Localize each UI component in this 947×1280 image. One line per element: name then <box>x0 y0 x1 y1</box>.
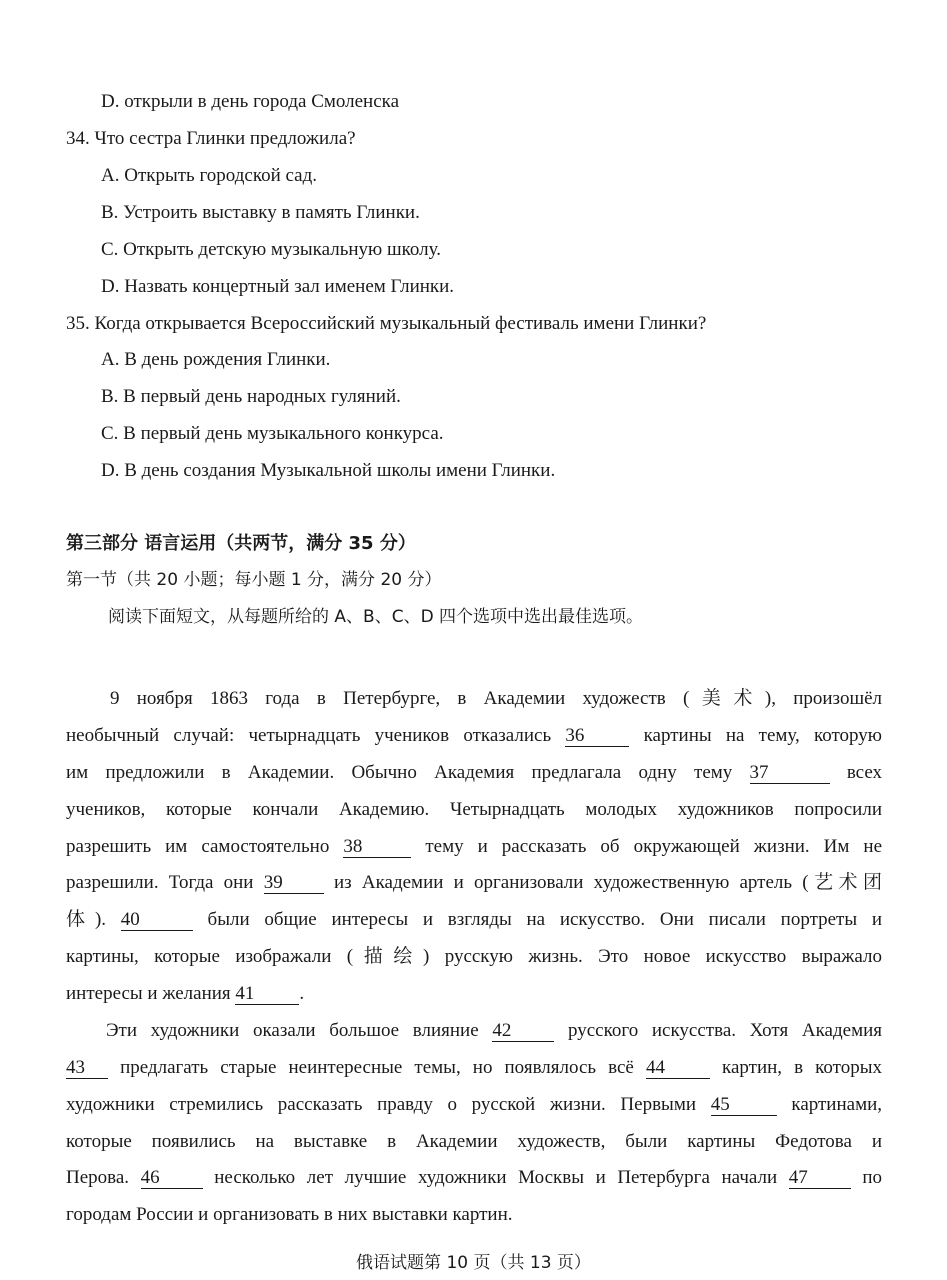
q34-option-c: C. Открыть детскую музыкальную школу. <box>101 239 441 260</box>
passage-p1-line8: картины, которые изображали (描绘) русскую жизнь. Это новое искусство выражало <box>66 946 882 967</box>
q34-option-d: D. Назвать концертный зал именем Глинки. <box>101 276 455 297</box>
passage-p1-line6 <box>66 864 882 901</box>
passage-p1-line4: учеников, которые кончали Академию. Четырнадцать молодых художников попросили <box>66 799 882 820</box>
text-segment: всех <box>846 762 883 783</box>
passage-p1-line5 <box>66 828 882 865</box>
blank-43: 43 <box>66 1058 108 1079</box>
passage-p1-line7 <box>66 901 882 938</box>
text-segment: 体). <box>66 909 107 930</box>
page-footer: 俄语试题第 10 页（共 13 页） <box>356 1253 591 1273</box>
text-segment: разрешили. Тогда они <box>66 872 254 893</box>
blank-39: 39 <box>264 873 324 894</box>
blank-37: 37 <box>750 763 830 784</box>
text-segment: были общие интересы и взгляды на искусство. Они писали портреты и <box>207 909 883 930</box>
blank-40: 40 <box>121 910 193 931</box>
blank-41: 41 <box>235 984 299 1005</box>
text-segment: Перова. <box>66 1167 130 1188</box>
q34-question: 34. Что сестра Глинки предложила? <box>66 128 356 149</box>
instruction-text: 阅读下面短文，从每题所给的 A、B、C、D 四个选项中选出最佳选项。 <box>108 607 644 627</box>
text-segment: тему и рассказать об окружающей жизни. Им не <box>425 836 883 857</box>
text-segment: им предложили в Академии. Обычно Академия предлагала одну тему <box>66 762 733 783</box>
section-title: 第三部分 语言运用（共两节，满分 35 分） <box>66 533 416 554</box>
passage-p1-line1: 9 ноября 1863 года в Петербурге, в Академии художеств (美术), произошёл <box>110 688 882 709</box>
passage-p1-line2 <box>66 717 882 754</box>
text-segment: несколько лет лучшие художники Москвы и Петербурга начали <box>214 1167 778 1188</box>
q35-option-d: D. В день создания Музыкальной школы имени Глинки. <box>101 460 556 481</box>
q35-option-b: B. В первый день народных гуляний. <box>101 386 401 407</box>
text-segment: . <box>299 983 305 1004</box>
passage-p1-line9 <box>66 975 882 1012</box>
passage-p2-line6: городам России и организовать в них выставки картин. <box>66 1204 513 1225</box>
blank-42: 42 <box>492 1021 554 1042</box>
blank-44: 44 <box>646 1058 710 1079</box>
passage-p2-line5 <box>66 1159 882 1196</box>
passage-p1-line3 <box>66 754 882 791</box>
q34-option-b: B. Устроить выставку в память Глинки. <box>101 202 420 223</box>
blank-36: 36 <box>565 726 629 747</box>
text-segment: Эти художники оказали большое влияние <box>106 1020 479 1041</box>
text-segment: интересы и желания <box>66 983 231 1004</box>
subsection-title: 第一节（共 20 小题；每小题 1 分，满分 20 分） <box>66 570 442 590</box>
text-segment: необычный случай: четырнадцать учеников отказались <box>66 725 552 746</box>
q34-option-a: A. Открыть городской сад. <box>101 165 318 186</box>
text-segment: картины на тему, которую <box>643 725 882 746</box>
passage-p2-line4: которые появились на выставке в Академии художеств, были картины Федотова и <box>66 1131 882 1152</box>
q35-option-c: C. В первый день музыкального конкурса. <box>101 423 444 444</box>
text-segment: русского искусства. Хотя Академия <box>568 1020 883 1041</box>
text-segment: предлагать старые неинтересные темы, но появлялось всё <box>120 1057 634 1078</box>
blank-38: 38 <box>343 837 411 858</box>
blank-46: 46 <box>141 1168 203 1189</box>
text-segment: разрешить им самостоятельно <box>66 836 330 857</box>
text-segment: из Академии и организовали художественную артель (艺术团 <box>333 872 883 893</box>
text-segment: картинами, <box>791 1094 883 1115</box>
blank-47: 47 <box>789 1168 851 1189</box>
text-segment: картин, в которых <box>722 1057 883 1078</box>
text-segment: художники стремились рассказать правду о русской жизни. Первыми <box>66 1094 697 1115</box>
q35-question: 35. Когда открывается Всероссийский музыкальный фестиваль имени Глинки? <box>66 313 707 334</box>
q35-option-a: A. В день рождения Глинки. <box>101 349 331 370</box>
passage-p2-line1 <box>106 1012 882 1049</box>
blank-45: 45 <box>711 1095 777 1116</box>
passage-p2-line2 <box>66 1049 882 1086</box>
text-segment: по <box>862 1167 882 1188</box>
passage-p2-line3 <box>66 1086 882 1123</box>
q33-option-d: D. открыли в день города Смоленска <box>101 91 400 112</box>
